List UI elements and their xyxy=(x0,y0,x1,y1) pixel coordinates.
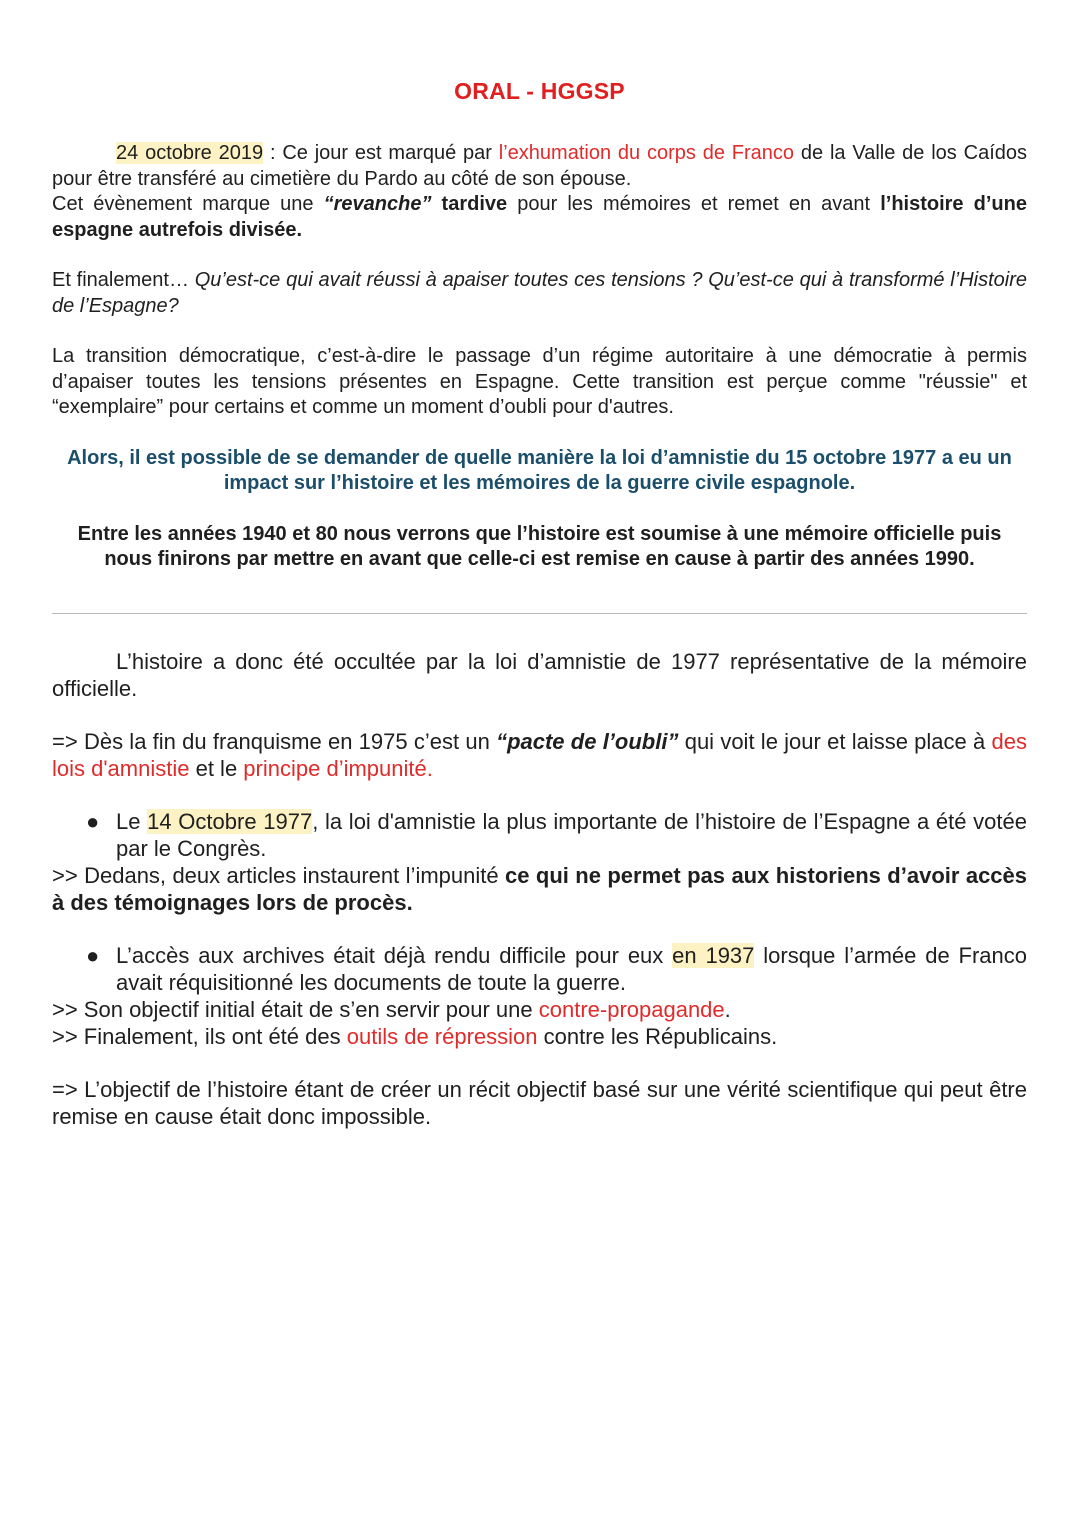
highlighted-date: en 1937 xyxy=(672,942,755,968)
intro-paragraph-2: Cet évènement marque une “revanche” tardive pour les mémoires et remet en avant l’histoire d’une espagne autrefois divisée. xyxy=(52,193,1027,241)
section2-paragraph-4: >> Son objectif initial était de s’en servir pour une contre-propagande. xyxy=(52,996,731,1022)
highlighted-date: 24 octobre 2019 xyxy=(116,142,264,164)
bullet-item-2: ● L’accès aux archives était déjà rendu difficile pour eux en 1937 lorsque l’armée de Franco avait réquisitionné les documents de toute la guerre. xyxy=(86,942,1028,995)
intro-paragraph-3: Et finalement… Qu’est-ce qui avait réussi à apaiser toutes ces tensions ? Qu’est-ce qui à transformé l’Histoire de l’Espagne? xyxy=(52,269,1027,317)
problematique: Alors, il est possible de se demander de quelle manière la loi d’amnistie du 15 octobre 1977 a eu un impact sur l’histoire et les mémoires de la guerre civile espagnole. xyxy=(67,446,1012,494)
plan-annonce: Entre les années 1940 et 80 nous verrons que l’histoire est soumise à une mémoire officielle puis nous finirons par mettre en avant que celle-ci est remise en cause à partir des années 1990. xyxy=(77,522,1002,570)
highlighted-date: 14 Octobre 1977 xyxy=(147,808,313,834)
bullet-icon: ● xyxy=(86,808,100,834)
section2-paragraph-2: => Dès la fin du franquisme en 1975 c’est un “pacte de l’oubli” qui voit le jour et laisse place à des lois d'amnistie et le principe d’impunité. xyxy=(52,728,1027,781)
section2-paragraph-6: => L’objectif de l’histoire étant de créer un récit objectif basé sur une vérité scientifique qui peut être remise en cause était donc impossible. xyxy=(52,1076,1027,1129)
page-title: ORAL - HGGSP xyxy=(454,78,625,104)
document-page xyxy=(52,78,1027,1130)
section-2 xyxy=(52,648,1027,1130)
bullet-icon: ● xyxy=(86,942,100,968)
intro-paragraph-1: 24 octobre 2019 : Ce jour est marqué par l’exhumation du corps de Franco de la Valle de los Caídos pour être transféré au cimetière du Pardo au côté de son épouse. xyxy=(52,142,1028,190)
bullet-item-1: ● Le 14 Octobre 1977, la loi d'amnistie la plus importante de l’histoire de l’Espagne a été votée par le Congrès. xyxy=(86,808,1027,861)
section-divider xyxy=(52,613,1027,614)
section2-paragraph-3: >> Dedans, deux articles instaurent l’impunité ce qui ne permet pas aux historiens d’avoir accès à des témoignages lors de procès. xyxy=(52,862,1028,915)
red-phrase: l’exhumation du corps de Franco xyxy=(498,142,795,164)
intro-paragraph-4: La transition démocratique, c’est-à-dire le passage d’un régime autoritaire à une démocratie à permis d’apaiser toutes les tensions présentes en Espagne. Cette transition est perçue comme "réussie" et “exemplaire” pour certains et comme un moment d’oubli pour d'autres. xyxy=(52,345,1027,418)
section2-paragraph-5: >> Finalement, ils ont été des outils de répression contre les Républicains. xyxy=(52,1023,778,1049)
section2-paragraph-1: L’histoire a donc été occultée par la loi d’amnistie de 1977 représentative de la mémoire officielle. xyxy=(52,648,1027,701)
